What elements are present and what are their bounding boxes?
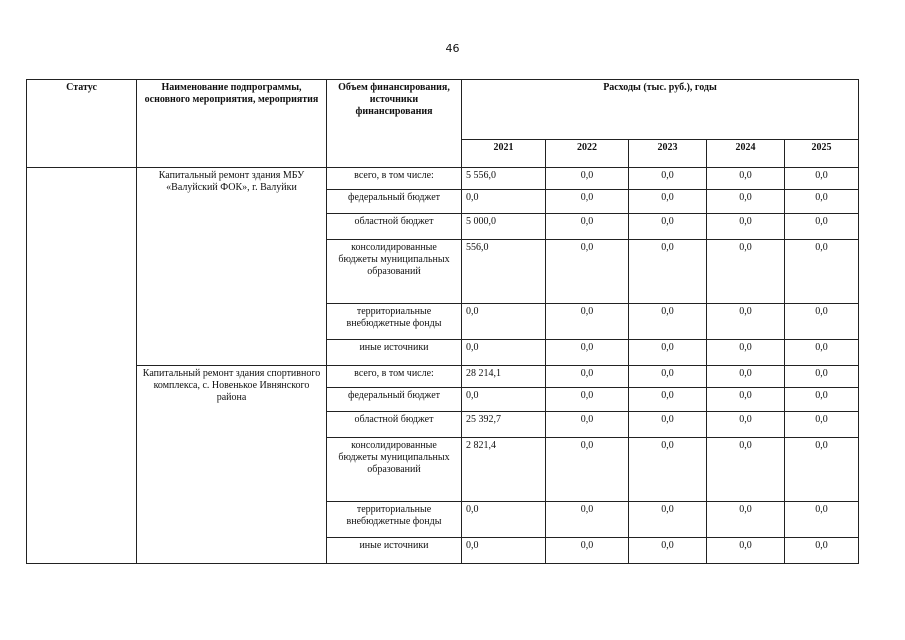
- value-cell: 0,0: [546, 388, 629, 412]
- value-cell: 0,0: [629, 240, 707, 304]
- header-expenses: Расходы (тыс. руб.), годы: [462, 80, 859, 140]
- value-cell: 0,0: [785, 168, 859, 190]
- value-cell: 0,0: [707, 168, 785, 190]
- value-cell: 0,0: [462, 304, 546, 340]
- funding-source: областной бюджет: [327, 214, 462, 240]
- header-source: Объем финансирования, источники финансирования: [327, 80, 462, 168]
- value-cell: 0,0: [785, 366, 859, 388]
- value-cell: 5 556,0: [462, 168, 546, 190]
- header-name: Наименование подпрограммы, основного мероприятия, мероприятия: [137, 80, 327, 168]
- activity-name: Капитальный ремонт здания спортивного комплекса, с. Новенькое Ивнянского района: [137, 366, 327, 564]
- funding-source: всего, в том числе:: [327, 168, 462, 190]
- value-cell: 0,0: [629, 366, 707, 388]
- header-year: 2025: [785, 140, 859, 168]
- funding-source: иные источники: [327, 340, 462, 366]
- value-cell: 0,0: [546, 366, 629, 388]
- value-cell: 0,0: [785, 502, 859, 538]
- value-cell: 0,0: [785, 190, 859, 214]
- funding-source: областной бюджет: [327, 412, 462, 438]
- value-cell: 556,0: [462, 240, 546, 304]
- value-cell: 0,0: [785, 240, 859, 304]
- value-cell: 0,0: [785, 388, 859, 412]
- table-row: [27, 366, 859, 388]
- value-cell: 0,0: [629, 168, 707, 190]
- value-cell: 0,0: [546, 190, 629, 214]
- value-cell: 0,0: [546, 412, 629, 438]
- value-cell: 0,0: [546, 168, 629, 190]
- value-cell: 0,0: [546, 502, 629, 538]
- value-cell: 0,0: [629, 304, 707, 340]
- value-cell: 0,0: [462, 502, 546, 538]
- activity-name: Капитальный ремонт здания МБУ «Валуйский ФОК», г. Валуйки: [137, 168, 327, 366]
- value-cell: 0,0: [462, 190, 546, 214]
- header-year: 2024: [707, 140, 785, 168]
- value-cell: 0,0: [707, 340, 785, 366]
- value-cell: 0,0: [707, 502, 785, 538]
- value-cell: 0,0: [707, 366, 785, 388]
- value-cell: 0,0: [785, 214, 859, 240]
- value-cell: 0,0: [546, 214, 629, 240]
- value-cell: 0,0: [629, 388, 707, 412]
- value-cell: 0,0: [707, 190, 785, 214]
- value-cell: 0,0: [546, 304, 629, 340]
- status-cell: [27, 168, 137, 564]
- value-cell: 0,0: [707, 240, 785, 304]
- value-cell: 0,0: [629, 538, 707, 564]
- table-header-row: [27, 80, 859, 140]
- funding-source: территориальные внебюджетные фонды: [327, 502, 462, 538]
- value-cell: 0,0: [785, 538, 859, 564]
- value-cell: 0,0: [785, 304, 859, 340]
- value-cell: 0,0: [546, 538, 629, 564]
- value-cell: 0,0: [707, 388, 785, 412]
- value-cell: 0,0: [629, 412, 707, 438]
- value-cell: 0,0: [707, 438, 785, 502]
- value-cell: 0,0: [629, 190, 707, 214]
- value-cell: 0,0: [546, 438, 629, 502]
- value-cell: 25 392,7: [462, 412, 546, 438]
- value-cell: 0,0: [462, 340, 546, 366]
- funding-source: иные источники: [327, 538, 462, 564]
- value-cell: 0,0: [785, 412, 859, 438]
- value-cell: 0,0: [707, 538, 785, 564]
- table-row: [27, 168, 859, 190]
- table-body: [27, 168, 859, 564]
- value-cell: 0,0: [629, 214, 707, 240]
- value-cell: 0,0: [629, 340, 707, 366]
- value-cell: 0,0: [546, 240, 629, 304]
- funding-source: федеральный бюджет: [327, 388, 462, 412]
- value-cell: 0,0: [707, 304, 785, 340]
- funding-source: консолидированные бюджеты муниципальных образований: [327, 240, 462, 304]
- value-cell: 5 000,0: [462, 214, 546, 240]
- page-number: 46: [445, 42, 460, 55]
- value-cell: 0,0: [707, 412, 785, 438]
- value-cell: 28 214,1: [462, 366, 546, 388]
- funding-source: территориальные внебюджетные фонды: [327, 304, 462, 340]
- header-status: Статус: [27, 80, 137, 168]
- funding-source: консолидированные бюджеты муниципальных образований: [327, 438, 462, 502]
- value-cell: 0,0: [462, 388, 546, 412]
- header-year: 2023: [629, 140, 707, 168]
- value-cell: 0,0: [785, 438, 859, 502]
- budget-table: [26, 79, 859, 564]
- value-cell: 2 821,4: [462, 438, 546, 502]
- value-cell: 0,0: [629, 438, 707, 502]
- header-year: 2022: [546, 140, 629, 168]
- value-cell: 0,0: [629, 502, 707, 538]
- value-cell: 0,0: [785, 340, 859, 366]
- value-cell: 0,0: [462, 538, 546, 564]
- funding-source: федеральный бюджет: [327, 190, 462, 214]
- value-cell: 0,0: [707, 214, 785, 240]
- header-year: 2021: [462, 140, 546, 168]
- value-cell: 0,0: [546, 340, 629, 366]
- funding-source: всего, в том числе:: [327, 366, 462, 388]
